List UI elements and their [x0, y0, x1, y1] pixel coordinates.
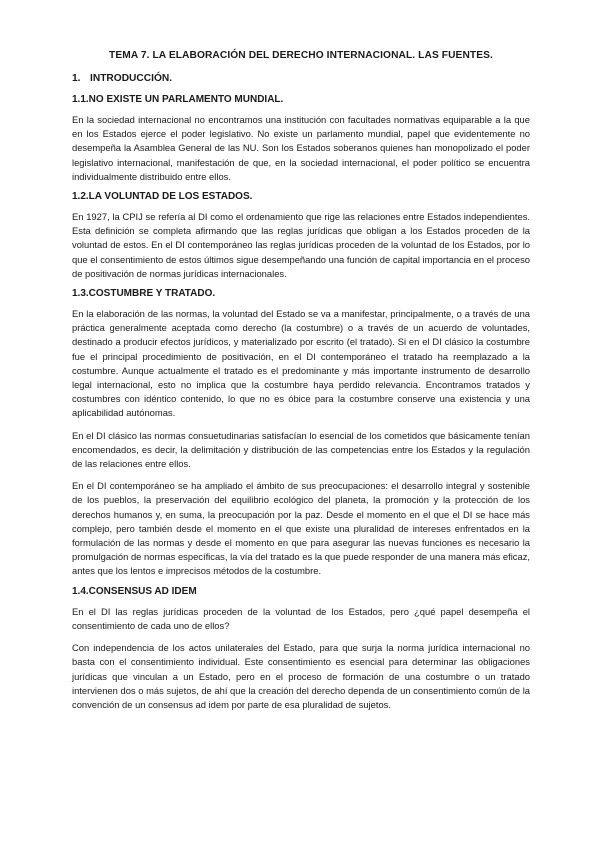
- paragraph: En el DI las reglas jurídicas proceden de la voluntad de los Estados, pero ¿qué papel desempeña el consentimiento de cada uno de ellos?: [72, 605, 530, 631]
- document-title: TEMA 7. LA ELABORACIÓN DEL DERECHO INTERNACIONAL. LAS FUENTES.: [109, 50, 493, 61]
- paragraph: En 1927, la CPIJ se refería al DI como el ordenamiento que rige las relaciones entre Estados independientes. Esta definición se completa afirmando que las reglas jurídicas que obligan a los Estados proceden de la voluntad de estos. En el DI contemporáneo las reglas jurídicas proceden de la voluntad de los Estados, por lo que el consentimiento de estos últimos sigue desempeñando una función de capital importancia en el proceso de positivación de normas jurídicas internacionales.: [72, 211, 530, 279]
- section-heading-introduccion: [72, 73, 530, 84]
- subsection-heading-1-4: 1.4.CONSENSUS AD IDEM: [72, 585, 197, 597]
- paragraph: Con independencia de los actos unilaterales del Estado, para que surja la norma jurídica internacional no basta con el consentimiento individual. Este consentimiento es esencial para determinar las obligaciones jurídicas que vinculan a un Estado, pero en el proceso de formación de una costumbre o un tratado intervienen dos o más sujetos, de ahí que la creación del derecho dependa de un consentimiento común de la convención de un consensus ad idem por parte de esa pluralidad de sujetos.: [72, 642, 530, 710]
- paragraph: En la sociedad internacional no encontramos una institución con facultades normativas equiparable a la que en los Estados ejerce el poder legislativo. No existe un parlamento mundial, papel que evidentemente no desempeña la Asamblea General de las NU. Son los Estados soberanos quienes han monopolizado el poder legislativo internacional, manifestación de que, en la sociedad internacional, el poder político se encuentra individualmente distribuido entre ellos.: [72, 114, 530, 182]
- subsection-heading-1-2: 1.2.LA VOLUNTAD DE LOS ESTADOS.: [72, 191, 253, 203]
- paragraph: En el DI clásico las normas consuetudinarias satisfacían lo esencial de los cometidos que básicamente tenían encomendados, es decir, la delimitación y distribución de las competencias entre los Estados y la regulación de las relaciones entre ellos.: [72, 429, 530, 470]
- subsection-heading-1-1: 1.1.NO EXISTE UN PARLAMENTO MUNDIAL.: [72, 94, 284, 105]
- paragraph: En el DI contemporáneo se ha ampliado el ámbito de sus preocupaciones: el desarrollo integral y sostenible de los pueblos, la preservación del equilibrio ecológico del planeta, la promoción y la protección de los derechos humanos y, en suma, la preocupación por la paz. Desde el momento en el que el DI se hace más complejo, pero también desde el momento en el que existe una pluralidad de intereses enfrentados en la formulación de las normas y desde el momento en que para asegurar las nuevas funciones es necesario la promulgación de normas específicas, la vía del tratado es la que puede responder de una manera más eficaz, antes que los lentos e imprecisos métodos de la costumbre.: [72, 480, 530, 577]
- subsection-heading-1-3: 1.3.COSTUMBRE Y TRATADO.: [72, 288, 216, 300]
- section-number: 1.: [72, 73, 81, 84]
- section-title: INTRODUCCIÓN.: [90, 73, 173, 84]
- paragraph: En la elaboración de las normas, la voluntad del Estado se va a manifestar, principalmente, o a través de una práctica generalmente aceptada como derecho (la costumbre) o a través de un acuerdo de voluntades, destinado a producir efectos jurídicos, y materializado por escrito (el tratado). Si en el DI clásico la costumbre fue el principal procedimiento de positivación, en el DI contemporáneo el tratado ha reemplazado a la costumbre. Aunque actualmente el tratado es el predominante y más importante instrumento de desarrollo legal internacional, esto no implica que la costumbre haya perdido relevancia. Encontramos tratados y costumbres con idéntico contenido, lo que no es óbice para la costumbre conserve una existencia y una aplicabilidad autónomas.: [72, 308, 530, 419]
